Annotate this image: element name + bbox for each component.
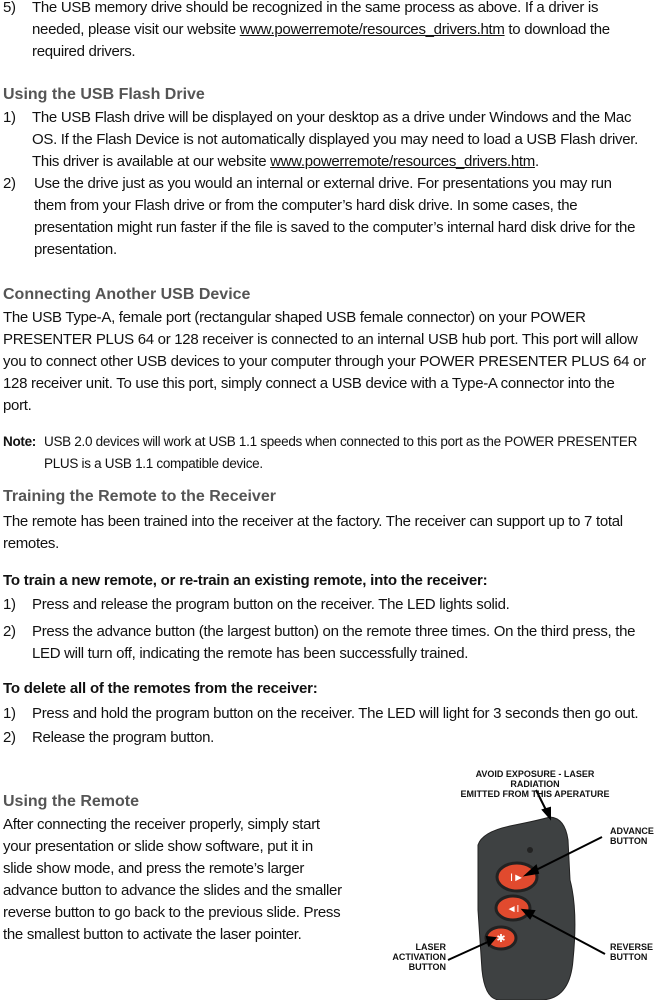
delete-subheading: To delete all of the remotes from the receiver:	[3, 680, 318, 697]
laser-warning-label: AVOID EXPOSURE - LASER RADIATION EMITTED FROM THIS APERATURE	[460, 769, 610, 799]
flash-item-1: 1) The USB Flash drive will be displayed on your desktop as a drive under Windows and the Mac OS. If the Flash Device is not automatically displayed you may need to load a USB Flash driver. This driver is available at our website www.powerremote/resources_drivers.htm.	[3, 109, 638, 170]
drivers-link-2[interactable]: www.powerremote/resources_drivers.htm	[270, 153, 535, 170]
heading-using-remote: Using the Remote	[3, 793, 140, 810]
train-step-2: 2) Press the advance button (the largest button) on the remote three times. On the third press, the LED will turn off, indicating the remote has been successfully trained.	[3, 623, 636, 662]
heading-training: Training the Remote to the Receiver	[3, 488, 276, 505]
laser-button-label: LASER ACTIVATION BUTTON	[392, 942, 446, 972]
remote-paragraph: After connecting the receiver properly, simply start your presentation or slide show software, put it in slide show mode, and press the remote’s larger advance button to advance the slides and the smaller reverse button to go back to the previous slide. Press the smallest button to activate the laser pointer.	[3, 816, 342, 943]
advance-button-label: ADVANCE BUTTON	[610, 826, 654, 846]
delete-step-2: 2) Release the program button.	[3, 729, 215, 746]
remote-diagram	[390, 760, 670, 1000]
item-5: 5) The USB memory drive should be recognized in the same process as above. If a driver is needed, please visit our website www.powerremote/resources_drivers.htm to download the required drivers.	[3, 0, 610, 60]
training-paragraph: The remote has been trained into the receiver at the factory. The receiver can support up to 7 total remotes.	[3, 513, 623, 552]
svg-text:I►: I►	[510, 872, 524, 884]
svg-text:✱: ✱	[496, 933, 506, 945]
train-subheading: To train a new remote, or re-train an existing remote, into the receiver:	[3, 572, 488, 589]
train-step-1: 1) Press and release the program button on the receiver. The LED lights solid.	[3, 596, 510, 613]
usb-note: Note: USB 2.0 devices will work at USB 1.1 speeds when connected to this port as the POWER PRESENTER PLUS is a USB 1.1 compatible device.	[3, 434, 638, 471]
heading-usb-device: Connecting Another USB Device	[3, 286, 251, 303]
heading-flash-drive: Using the USB Flash Drive	[3, 86, 205, 103]
drivers-link[interactable]: www.powerremote/resources_drivers.htm	[239, 21, 505, 38]
flash-item-2: 2) Use the drive just as you would an internal or external drive. For presentations you may run them from your Flash drive or from the computer’s hard disk drive. In some cases, the presentation might run faster if the file is saved to the computer’s internal hard disk drive for the presentation.	[3, 175, 636, 258]
usb-paragraph: The USB Type-A, female port (rectangular shaped USB female connector) on your POWER PRESENTER PLUS 64 or 128 receiver is connected to an internal USB hub port. This port will allow you to connect other USB devices to your computer through your POWER PRESENTER PLUS 64 or 128 receiver unit. To use this port, simply connect a USB device with a Type-A connector into the port.	[3, 309, 646, 414]
reverse-button-label: REVERSE BUTTON	[610, 942, 654, 962]
svg-text:◄I: ◄I	[506, 904, 520, 915]
delete-step-1: 1) Press and hold the program button on the receiver. The LED will light for 3 seconds then go out.	[3, 705, 639, 722]
